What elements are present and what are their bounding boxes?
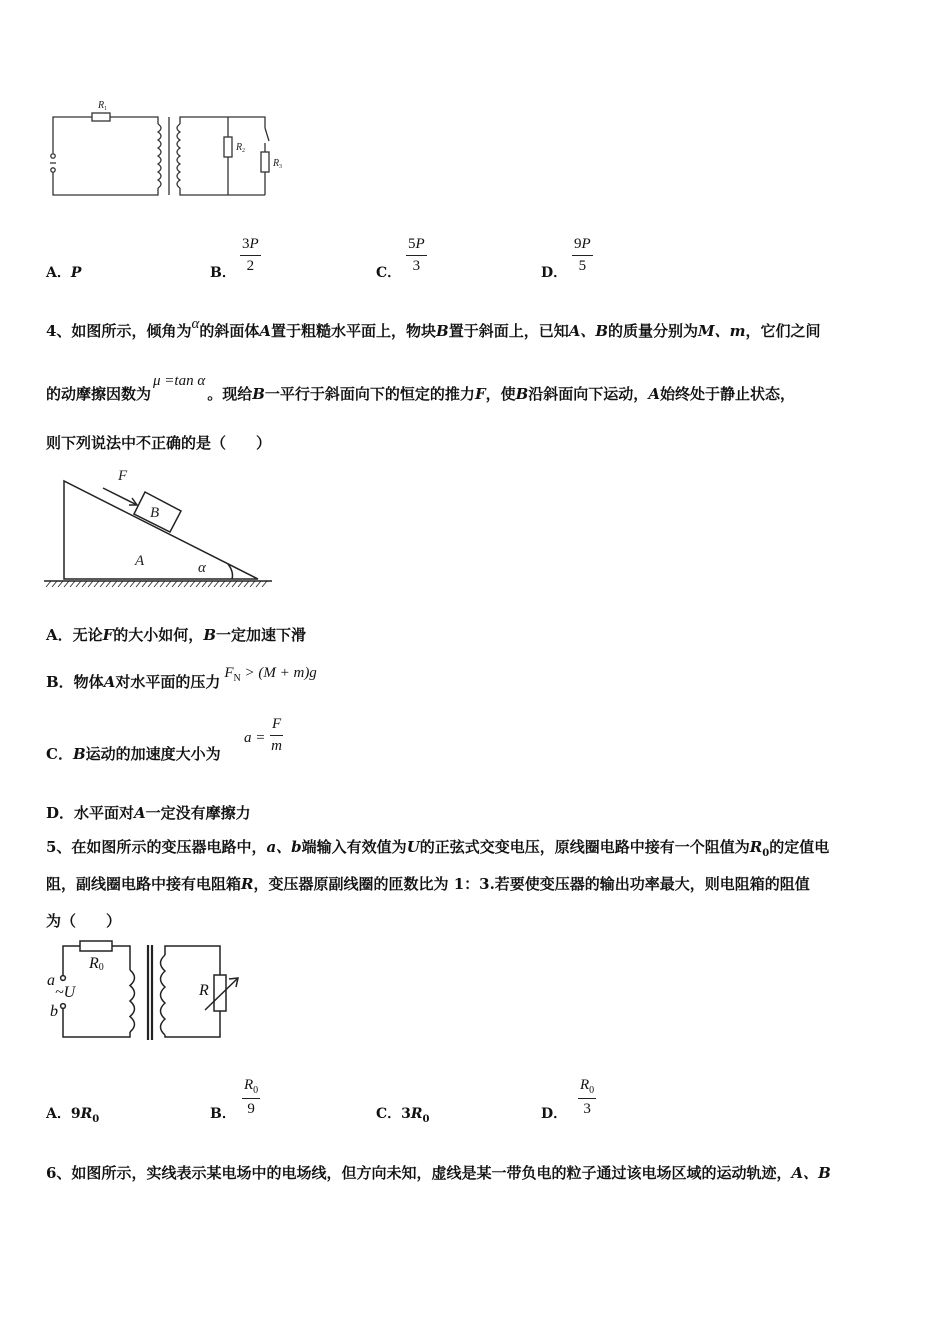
q4-fig-wedge-label: A: [135, 553, 145, 569]
q5-stem-line3: 为（ ）: [46, 912, 122, 930]
q5-fig-r0-label: R0: [89, 955, 104, 973]
q5-fig-a-label: a: [47, 972, 55, 989]
q5-fig-u-label: ~U: [55, 984, 76, 1001]
q4-option-c-fraction: F m: [271, 716, 282, 754]
q5-stem-line2: 阻，副线圈电路中接有电阻箱R，变压器原副线圈的匝数比为 1：3.若要使变压器的输出功率最大，则电阻箱的阻值: [46, 875, 810, 893]
q3-option-b-fraction: 3P 2: [242, 236, 259, 274]
q5-option-a[interactable]: A．$9R_0$: [46, 1106, 100, 1125]
q4-fig-force-label: F: [118, 468, 128, 484]
q3-fig-r3-sub: 3: [279, 164, 282, 170]
q5-option-b-fraction: $R_0$ 9: [244, 1077, 259, 1117]
q3-option-d-letter[interactable]: D．: [541, 265, 568, 281]
q5-fig-r-label: R: [199, 982, 209, 999]
q4-stem-line3: 则下列说法中不正确的是（ ）: [46, 434, 272, 452]
q3-fig-r1-label: R: [98, 100, 105, 111]
q5-fig-b-label: b: [50, 1003, 58, 1020]
q4-option-d[interactable]: D．水平面对A一定没有摩擦力: [46, 804, 251, 822]
q4-option-b[interactable]: B．物体A对水平面的压力 $F_N > (M + m)g$: [46, 665, 317, 691]
q5-option-c[interactable]: C．$3R_0$: [376, 1106, 430, 1125]
q3-fig-r2-sub: 2: [242, 148, 245, 154]
q3-option-b-letter[interactable]: B．: [210, 265, 236, 281]
q5-option-d-letter[interactable]: D．: [541, 1106, 568, 1122]
q5-option-d-fraction: $R_0$ 3: [580, 1077, 595, 1117]
q4-mu-formula: μ =tan α: [153, 373, 206, 389]
q4-fig-angle-label: α: [198, 560, 206, 576]
q3-option-d-fraction: 9P 5: [574, 236, 591, 274]
q3-fig-r3-label: R: [273, 158, 280, 169]
q6-stem-line1: 6、如图所示，实线表示某电场中的电场线，但方向未知，虚线是某一带负电的粒子通过该电场区域的运动轨迹，A、B: [46, 1164, 831, 1182]
q3-option-a-letter: A．: [46, 265, 71, 281]
q3-option-c-letter[interactable]: C．: [376, 265, 402, 281]
q4-fig-block-label: B: [150, 505, 160, 521]
q3-fig-r1-sub: 1: [104, 106, 107, 112]
q4-option-c-lhs: a =: [244, 730, 266, 746]
q5-stem-line1: 5、在如图所示的变压器电路中，a、b端输入有效值为U的正弦式交变电压，原线圈电路中接有一个阻值为$R_0$的定值电: [46, 838, 830, 859]
q4-stem-line2: 的动摩擦因数为μ =tan α。现给B一平行于斜面向下的恒定的推力F，使B沿斜面向下运动，A始终处于静止状态，: [46, 373, 795, 403]
q4-option-c[interactable]: C．B运动的加速度大小为: [46, 745, 221, 763]
q4-stem-line1: 4、如图所示，倾角为α的斜面体A置于粗糙水平面上，物块B置于斜面上，已知A、B的质量分别为M、m，它们之间: [46, 316, 821, 340]
q4-option-a[interactable]: A．无论F的大小如何，B一定加速下滑: [46, 626, 307, 644]
q5-option-b-letter[interactable]: B．: [210, 1106, 236, 1122]
q4-option-b-formula: $F_N > (M + m)g$: [224, 665, 317, 684]
q3-option-c-fraction: 5P 3: [408, 236, 425, 274]
q3-fig-r2-label: R: [236, 142, 243, 153]
q3-option-a-text: P: [70, 265, 82, 281]
